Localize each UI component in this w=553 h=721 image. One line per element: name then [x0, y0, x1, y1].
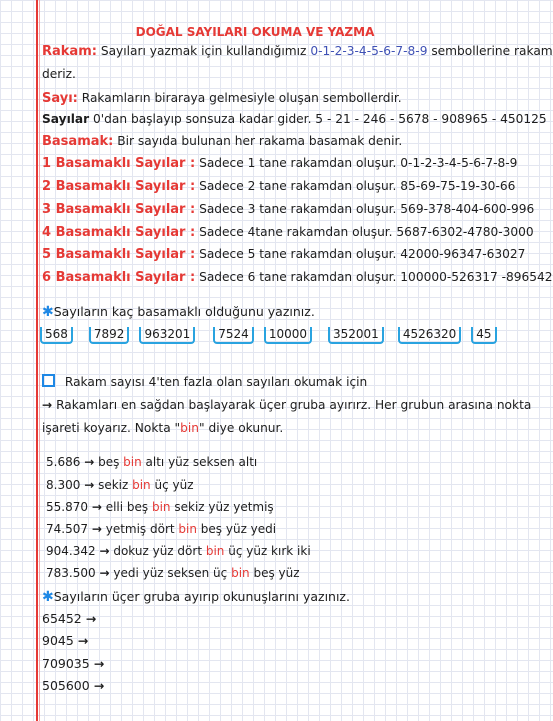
rakam-label: Rakam:	[42, 44, 97, 59]
example-reading-bin: bin	[151, 500, 171, 514]
example-reading-pre: yedi yüz seksen üç	[113, 566, 232, 580]
rakam-definition	[42, 43, 553, 60]
star-icon: ✱	[42, 589, 54, 605]
star-icon: ✱	[42, 304, 54, 320]
digits-row-text: Sadece 3 tane rakamdan oluşur. 569-378-404-600-996	[195, 202, 535, 216]
number-chip: 963201	[139, 327, 195, 344]
exercise-1-text: Sayıların kaç basamaklı olduğunu yazınız.	[53, 304, 315, 319]
arrow-right-icon: →	[93, 656, 105, 671]
arrow-right-icon: →	[99, 544, 110, 558]
rule-text-2: Rakamları en sağdan başlayarak üçer gruba ayırırz. Her grubun arasına nokta	[52, 398, 532, 412]
number-chip: 7524	[213, 327, 254, 344]
number-chip: 10000	[264, 327, 312, 344]
digits-row-text: Sadece 5 tane rakamdan oluşur. 42000-96347-63027	[195, 247, 526, 261]
example-reading-pre: beş	[98, 455, 124, 469]
checkbox-square-icon	[42, 374, 55, 387]
example-reading-bin: bin	[178, 522, 197, 536]
exercise-2-number: 709035	[42, 656, 90, 671]
exercise-2-prompt	[42, 589, 504, 605]
rule-text-bin: bin	[180, 421, 200, 435]
example-row	[46, 565, 504, 581]
digits-row-5	[42, 246, 526, 263]
rule-text-1: Rakam sayısı 4'ten fazla olan sayıları okumak için	[61, 375, 368, 389]
example-number: 8.300	[46, 478, 81, 492]
digits-row-label: 1 Basamaklı Sayılar :	[42, 156, 196, 171]
example-reading-post: beş yüz yedi	[196, 522, 277, 536]
rule-text-3c: " diye okunur.	[199, 421, 284, 435]
sayi-text: Rakamların biraraya gelmesiyle oluşan sembollerdir.	[77, 91, 402, 105]
basamak-text: Bir sayıda bulunan her rakama basamak denir.	[113, 134, 403, 148]
exercise-1-prompt	[42, 304, 504, 320]
sayilar-text: 0'dan başlayıp sonsuza kadar gider. 5 - 21 - 246 - 5678 - 908965 - 450125	[89, 112, 547, 126]
arrow-right-icon: →	[91, 522, 102, 536]
number-chip: 45	[471, 327, 496, 344]
arrow-right-icon: →	[85, 611, 97, 626]
sayi-definition	[42, 90, 504, 107]
page-title: DOĞAL SAYILARI OKUMA VE YAZMA	[135, 25, 375, 39]
exercise-2-item[interactable]	[42, 656, 504, 672]
rule-line-3	[42, 420, 504, 436]
digits-row-label: 2 Basamaklı Sayılar :	[42, 179, 196, 194]
sayi-label: Sayı:	[42, 91, 78, 106]
example-reading-post: sekiz yüz yetmiş	[170, 500, 274, 514]
rule-text-3a: işareti koyarız. Nokta "	[42, 421, 181, 435]
digits-row-label: 5 Basamaklı Sayılar :	[42, 247, 196, 262]
margin-line	[36, 0, 38, 721]
example-reading-post: beş yüz	[249, 566, 300, 580]
digits-row-text: Sadece 6 tane rakamdan oluşur. 100000-526317 -896542	[195, 270, 553, 284]
digits-row-3	[42, 201, 535, 218]
rakam-digits: 0-1-2-3-4-5-6-7-8-9	[310, 44, 428, 58]
exercise-2-number: 65452	[42, 611, 82, 626]
example-reading-post: üç yüz	[150, 478, 194, 492]
example-reading-pre: yetmiş dört	[105, 522, 179, 536]
exercise-2-item[interactable]	[42, 678, 504, 694]
arrow-right-icon: →	[84, 455, 95, 469]
example-reading-pre: elli beş	[105, 500, 152, 514]
example-row	[46, 454, 504, 470]
example-reading-pre: sekiz	[98, 478, 133, 492]
basamak-definition	[42, 133, 504, 150]
number-chip: 4526320	[398, 327, 461, 344]
rule-heading	[42, 374, 504, 390]
sayilar-definition	[42, 111, 547, 127]
rakam-text2: sembollerine rakam	[427, 44, 553, 58]
digits-row-label: 4 Basamaklı Sayılar :	[42, 225, 196, 240]
exercise-2-item[interactable]	[42, 611, 504, 627]
rakam-definition-cont: deriz.	[42, 67, 76, 81]
rakam-text: Sayıları yazmak için kullandığımız	[96, 44, 311, 58]
arrow-right-icon: →	[93, 678, 105, 693]
exercise-2-number: 505600	[42, 678, 90, 693]
example-reading-post: üç yüz kırk iki	[224, 544, 311, 558]
example-row	[46, 477, 504, 493]
arrow-right-icon: →	[91, 500, 102, 514]
digits-row-text: Sadece 4tane rakamdan oluşur. 5687-6302-4780-3000	[195, 225, 534, 239]
example-number: 783.500	[46, 566, 96, 580]
basamak-label: Basamak:	[42, 134, 114, 149]
digits-row-label: 6 Basamaklı Sayılar :	[42, 270, 196, 285]
example-number: 5.686	[46, 455, 81, 469]
arrow-right-icon: →	[99, 566, 110, 580]
example-row	[46, 499, 504, 515]
example-number: 55.870	[46, 500, 88, 514]
digits-row-6	[42, 269, 553, 286]
margin-line-inner	[39, 0, 40, 721]
example-reading-bin: bin	[231, 566, 250, 580]
sayilar-label: Sayılar	[42, 112, 90, 126]
number-chip: 7892	[89, 327, 130, 344]
example-reading-bin: bin	[132, 478, 151, 492]
arrow-right-icon: →	[42, 398, 53, 412]
example-reading-bin: bin	[123, 455, 142, 469]
exercise-1-numbers	[40, 326, 504, 344]
example-reading-bin: bin	[205, 544, 225, 558]
example-number: 74.507	[46, 522, 88, 536]
example-row	[46, 521, 504, 537]
rule-line-2	[42, 397, 532, 413]
digits-row-label: 3 Basamaklı Sayılar :	[42, 202, 196, 217]
example-reading-pre: dokuz yüz dört	[113, 544, 206, 558]
example-number: 904.342	[46, 544, 96, 558]
digits-row-4	[42, 224, 534, 241]
digits-row-text: Sadece 2 tane rakamdan oluşur. 85-69-75-19-30-66	[195, 179, 516, 193]
example-row	[46, 543, 504, 559]
arrow-right-icon: →	[84, 478, 95, 492]
exercise-2-text: Sayıların üçer gruba ayırıp okunuşlarını yazınız.	[53, 589, 350, 604]
exercise-2-item[interactable]	[42, 633, 504, 649]
digits-row-2	[42, 178, 516, 195]
example-reading-post: altı yüz seksen altı	[141, 455, 258, 469]
digits-row-text: Sadece 1 tane rakamdan oluşur. 0-1-2-3-4-5-6-7-8-9	[195, 156, 518, 170]
exercise-2-number: 9045	[42, 633, 74, 648]
number-chip: 568	[40, 327, 73, 344]
digits-row-1	[42, 155, 518, 172]
number-chip: 352001	[328, 327, 384, 344]
arrow-right-icon: →	[77, 633, 89, 648]
